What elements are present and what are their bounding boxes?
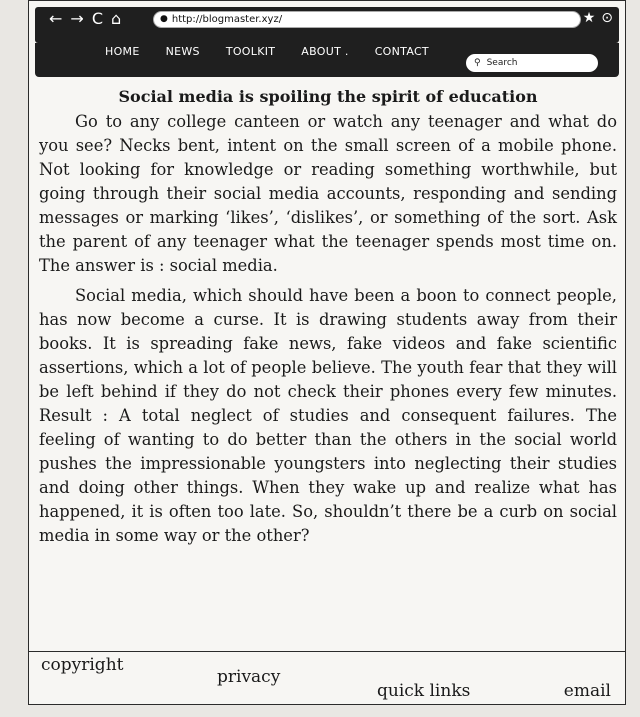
footer-divider	[29, 651, 625, 652]
reload-icon[interactable]: C	[91, 9, 103, 28]
home-icon[interactable]: ⌂	[110, 9, 122, 28]
url-text: http://blogmaster.xyz/	[171, 14, 283, 25]
back-arrow-icon[interactable]: ←	[49, 9, 63, 28]
nav-controls	[49, 11, 121, 27]
footer-quick-links-link[interactable]: quick links	[377, 681, 471, 701]
nav-news[interactable]: NEWS	[165, 45, 200, 58]
nav-about[interactable]: ABOUT .	[301, 45, 349, 58]
footer-copyright-link[interactable]: copyright	[41, 655, 124, 675]
nav-contact[interactable]: CONTACT	[374, 45, 429, 58]
profile-icon[interactable]: ⊙	[601, 10, 613, 26]
article	[39, 87, 617, 548]
nav-home[interactable]: HOME	[105, 45, 140, 58]
article-title: Social media is spoiling the spirit of education	[118, 87, 538, 106]
forward-arrow-icon[interactable]: →	[70, 9, 84, 28]
search-icon: ⚲	[474, 58, 481, 68]
lock-icon: ●	[160, 14, 168, 24]
site-menu	[105, 45, 429, 58]
star-icon[interactable]: ★	[582, 10, 596, 26]
nav-toolkit[interactable]: TOOLKIT	[225, 45, 276, 58]
search-placeholder: Search	[486, 58, 518, 68]
browser-toolbar	[35, 7, 619, 43]
page-frame	[28, 0, 626, 705]
article-paragraph: Social media, which should have been a boon to connect people, has now become a curse. It is drawing students away from their books. It is spreading fake news, fake videos and fake scientific assertions, which a lot of people believe. The youth fear that they will be left behind if they do not check their phones every few minutes. Result : A total neglect of studies and consequent failures. The feeling of wanting to do better than the others in the social world pushes the impressionable youngsters into neglecting their studies and doing other things. When they wake up and realize what has happened, it is often too late. So, shouldn’t there be a curb on social media in some way or the other?	[39, 286, 617, 545]
address-bar[interactable]	[153, 11, 581, 28]
footer-email-link[interactable]: email	[563, 681, 611, 701]
footer	[39, 653, 615, 701]
search-input[interactable]	[465, 53, 599, 73]
browser-actions	[583, 10, 613, 26]
footer-privacy-link[interactable]: privacy	[217, 667, 281, 687]
article-paragraph: Go to any college canteen or watch any teenager and what do you see? Necks bent, intent on the small screen of a mobile phone. Not looking for knowledge or reading something worthwhile, but going through their social media accounts, responding and sending messages or marking ‘likes’, ‘dislikes’, or something of the sort. Ask the parent of any teenager what the teenager spends most time on. The answer is : social media.	[39, 112, 617, 275]
